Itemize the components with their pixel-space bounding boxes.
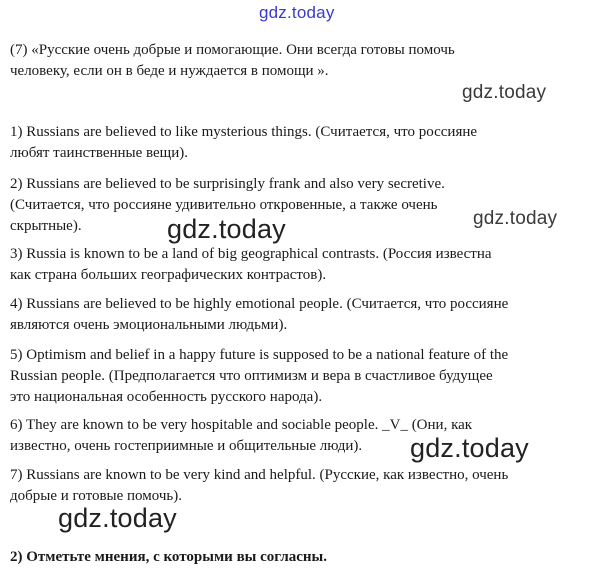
watermark-top: gdz.today bbox=[259, 3, 335, 22]
watermark-right-2: gdz.today bbox=[473, 208, 558, 229]
list-item-7: 7) Russians are known to be very kind and helpful. (Русские, как известно, очень добрые и готовые помочь). bbox=[10, 467, 509, 504]
list-item-1: 1) Russians are believed to like mysterious things. (Считается, что россияне любят таинственные вещи). bbox=[10, 124, 478, 161]
watermark-bottom-left: gdz.today bbox=[58, 503, 177, 533]
list-item-3: 3) Russia is known to be a land of big geographical contrasts. (Россия известна как страна больших географических контрастов). bbox=[10, 246, 492, 283]
watermark-right-1: gdz.today bbox=[462, 82, 547, 103]
watermark-center: gdz.today bbox=[167, 214, 286, 244]
intro-paragraph: (7) «Русские очень добрые и помогающие. Они всегда готовы помочь человеку, если он в беде и нуждается в помощи ». bbox=[10, 42, 455, 79]
list-item-2: 2) Russians are believed to be surprisingly frank and also very secretive. (Считается, что россияне удивительно откровенные, а также очень скрытные). bbox=[10, 176, 445, 234]
list-item-5: 5) Optimism and belief in a happy future is supposed to be a national feature of the Russian people. (Предполагается что оптимизм и вера в счастливое будущее это национальная особенность русского народа). bbox=[10, 347, 509, 405]
list-item-4: 4) Russians are believed to be highly emotional people. (Считается, что россияне являются очень эмоциональными людьми). bbox=[10, 296, 509, 333]
watermark-lower-right: gdz.today bbox=[410, 433, 529, 463]
list-item-6: 6) They are known to be very hospitable and sociable people. _V_ (Они, как известно, очень гостеприимные и общительные люди). bbox=[10, 417, 473, 454]
section-heading-2: 2) Отметьте мнения, с которыми вы согласны. bbox=[10, 549, 328, 565]
